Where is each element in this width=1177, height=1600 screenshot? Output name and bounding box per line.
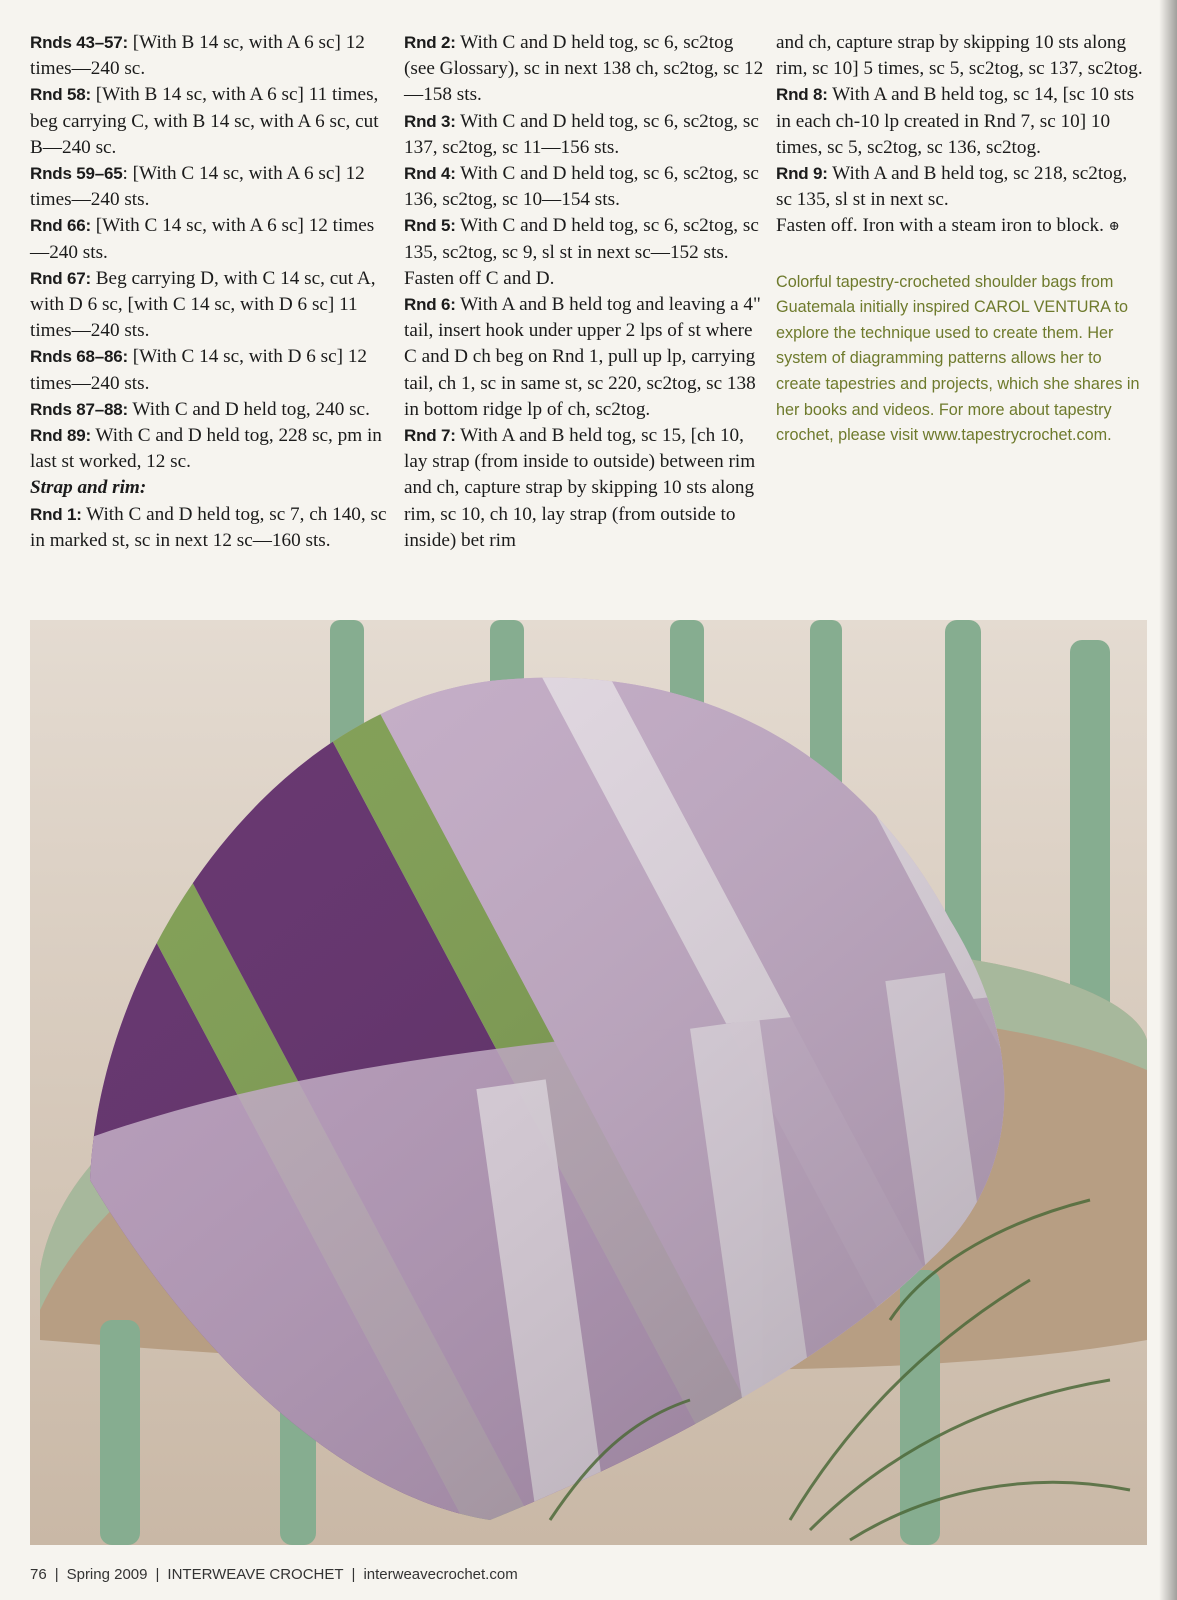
round-label: Rnd 3:	[404, 111, 456, 131]
instruction-paragraph	[404, 109, 764, 161]
instruction-paragraph	[30, 397, 390, 423]
instruction-paragraph	[776, 82, 1146, 161]
footer-separator: |	[155, 1566, 160, 1583]
instruction-paragraph	[30, 161, 390, 213]
magazine-name: INTERWEAVE CROCHET	[167, 1566, 344, 1583]
instruction-paragraph	[404, 30, 764, 109]
instruction-text: With C and D held tog, 240 sc.	[127, 398, 370, 420]
instruction-paragraph	[30, 502, 390, 554]
page-number: 76	[30, 1566, 47, 1583]
instruction-paragraph	[776, 213, 1146, 239]
instruction-text: With C and D held tog, 228 sc, pm in last st worked, 12 sc.	[30, 425, 382, 473]
instruction-paragraph	[30, 213, 390, 265]
instruction-paragraph	[776, 30, 1146, 82]
instruction-text: [With B 14 sc, with A 6 sc] 12 times—240 sc.	[30, 32, 365, 80]
instruction-text: With C and D held tog, sc 6, sc2tog, sc 136, sc2tog, sc 10—154 sts.	[404, 163, 759, 211]
instruction-paragraph	[404, 213, 764, 292]
section-subhead	[30, 475, 390, 501]
round-label: Rnds 87–88:	[30, 399, 128, 419]
round-label: Rnd 66:	[30, 216, 91, 236]
text-column-3	[776, 30, 1146, 449]
round-label: Rnd 1:	[30, 504, 82, 524]
instruction-text: With C and D held tog, sc 7, ch 140, sc in marked st, sc in next 12 sc—160 sts.	[30, 503, 387, 551]
instruction-text: With A and B held tog, sc 218, sc2tog, sc 135, sl st in next sc.	[776, 163, 1128, 211]
round-label: Rnd 5:	[404, 216, 456, 236]
instruction-paragraph	[30, 30, 390, 82]
round-label: Rnd 2:	[404, 33, 456, 52]
round-label: Rnd 6:	[404, 295, 456, 315]
instruction-text: With A and B held tog, sc 15, [ch 10, lay strap (from inside to outside) between rim and ch, capture strap by skipping 10 sts along rim, sc 10, ch 10, lay strap (from outside to inside) bet rim	[404, 425, 756, 551]
instruction-text: Beg carrying D, with C 14 sc, cut A, with D 6 sc, [with C 14 sc, with D 6 sc] 11 times—240 sts.	[30, 267, 376, 342]
round-label: Rnd 8:	[776, 85, 828, 105]
text-column-2	[404, 30, 764, 554]
product-photo	[30, 620, 1147, 1545]
round-label: Rnd 89:	[30, 426, 91, 446]
subhead-text: Strap and rim:	[30, 477, 147, 499]
designer-bio: Colorful tapestry-crocheted shoulder bags from Guatemala initially inspired CAROL VENTURA to explore the technique used to create them. Her system of diagramming patterns allows her to create tapestries and projects, which she shares in her books and videos. For more about tapestry crochet, please visit www.tapestrycrochet.com.	[776, 272, 1140, 445]
magazine-url[interactable]: interweavecrochet.com	[363, 1566, 518, 1583]
instruction-text: : [With C 14 sc, with A 6 sc] 12 times—240 sts.	[30, 163, 365, 211]
footer-separator: |	[54, 1566, 59, 1583]
end-of-article-icon: ⊕	[1108, 218, 1120, 234]
issue-label: Spring 2009	[66, 1566, 148, 1583]
instruction-paragraph	[404, 423, 764, 554]
instruction-text: [With C 14 sc, with A 6 sc] 12 times—240 sts.	[30, 215, 375, 263]
crochet-bag-on-chair-illustration	[30, 620, 1147, 1545]
instruction-paragraph	[30, 82, 390, 161]
page-footer	[30, 1566, 518, 1583]
footer-separator: |	[351, 1566, 356, 1583]
col3-instructions	[776, 30, 1146, 240]
page-gutter-shadow	[1159, 0, 1177, 1600]
instruction-text: [With C 14 sc, with D 6 sc] 12 times—240 sts.	[30, 346, 368, 394]
round-label: Rnds 43–57:	[30, 33, 128, 52]
instruction-paragraph	[404, 161, 764, 213]
instruction-paragraph	[30, 344, 390, 396]
instruction-text: Fasten off. Iron with a steam iron to block.	[776, 215, 1104, 237]
instruction-paragraph	[404, 292, 764, 423]
round-label: Rnd 9:	[776, 164, 828, 184]
round-label: Rnds 68–86:	[30, 347, 128, 367]
instruction-paragraph	[776, 161, 1146, 213]
instruction-text: With C and D held tog, sc 6, sc2tog, sc 137, sc2tog, sc 11—156 sts.	[404, 110, 759, 158]
instruction-text: [With B 14 sc, with A 6 sc] 11 times, beg carrying C, with B 14 sc, with A 6 sc, cut B—240 sc.	[30, 84, 379, 158]
round-label: Rnds 59–65	[30, 164, 123, 184]
text-column-1	[30, 30, 390, 554]
round-label: Rnd 4:	[404, 164, 456, 184]
instruction-text: With A and B held tog and leaving a 4" tail, insert hook under upper 2 lps of st where C and D ch beg on Rnd 1, pull up lp, carrying tail, ch 1, sc in same st, sc 220, sc2tog, sc 138 in bottom ridge lp of ch, sc2tog.	[404, 294, 761, 420]
round-label: Rnd 58:	[30, 85, 91, 105]
instruction-text: With C and D held tog, sc 6, sc2tog, sc 135, sc2tog, sc 9, sl st in next sc—152 sts. Fasten off C and D.	[404, 215, 759, 289]
instruction-paragraph	[30, 423, 390, 475]
instruction-paragraph	[30, 266, 390, 345]
instruction-text: and ch, capture strap by skipping 10 sts along rim, sc 10] 5 times, sc 5, sc2tog, sc 137, sc2tog.	[776, 32, 1143, 80]
round-label: Rnd 67:	[30, 268, 91, 288]
instruction-text: With A and B held tog, sc 14, [sc 10 sts in each ch-10 lp created in Rnd 7, sc 10] 10 times, sc 5, sc2tog, sc 136, sc2tog.	[776, 84, 1135, 158]
instruction-text: With C and D held tog, sc 6, sc2tog (see Glossary), sc in next 138 ch, sc2tog, sc 12—158 sts.	[404, 32, 764, 106]
round-label: Rnd 7:	[404, 426, 456, 446]
